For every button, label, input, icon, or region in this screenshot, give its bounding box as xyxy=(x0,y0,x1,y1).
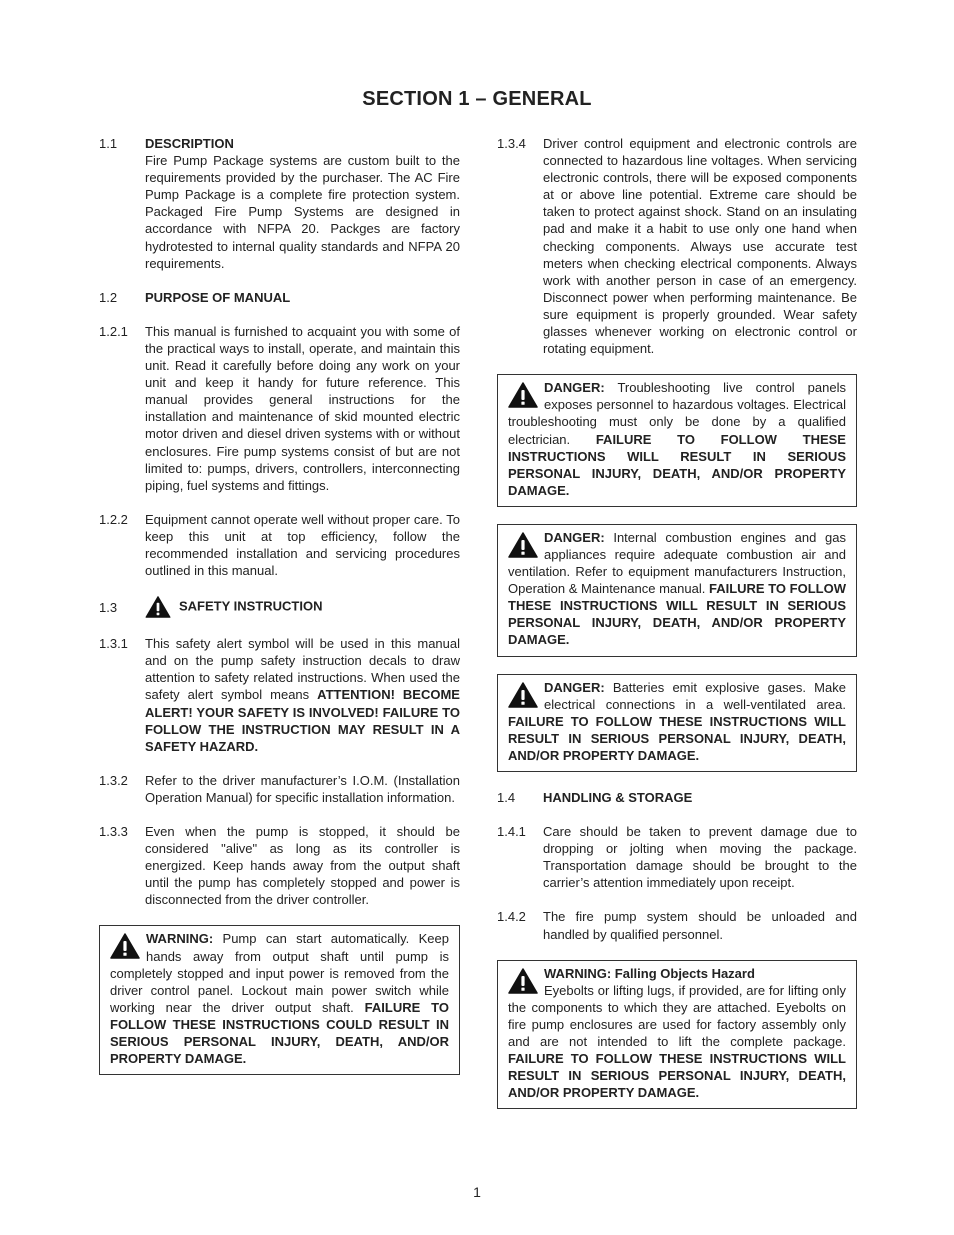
danger-box-combustion xyxy=(497,524,857,657)
page-number: 1 xyxy=(473,1184,481,1200)
section-heading: SAFETY INSTRUCTION xyxy=(179,598,323,614)
section-text: This safety alert symbol will be used in this manual and on the pump safety instruction decals to draw attention to safety related instructions. When used the safety alert symbol means xyxy=(145,636,460,703)
section-text: Fire Pump Package systems are custom built to the requirements provided by the purchaser. The AC Fire Pump Package is a complete fire protection system. Packaged Fire Pump Systems are designed in accordance with NFPA 20. Packges are factory hydrotested to internal quality standards and NFPA 20 requirements. xyxy=(145,153,460,271)
right-column xyxy=(497,135,857,1126)
section-number: 1.3 xyxy=(99,599,118,615)
section-number: 1.4.1 xyxy=(497,824,526,840)
section-1-2-1 xyxy=(99,323,460,494)
section-number: 1.4 xyxy=(497,790,516,805)
warning-label: WARNING: Falling Objects Hazard xyxy=(544,965,755,981)
section-text: The fire pump system should be unloaded and handled by qualified personnel. xyxy=(543,909,857,942)
left-column xyxy=(99,135,460,1092)
danger-box-batteries xyxy=(497,674,857,772)
danger-consequence: FAILURE TO FOLLOW THESE INSTRUCTIONS WILL RESULT IN SERIOUS PERSONAL INJURY, DEATH, AND/OR PROPERTY DAMAGE. xyxy=(508,713,846,763)
warning-text: Eyebolts or lifting lugs, if provided, are for lifting only the components to which they are attached. Eyebolts on fire pump enclosures are used for factory assembly only and are not intended to lift the complete package. xyxy=(508,982,846,1050)
section-1-4 xyxy=(497,789,857,806)
danger-consequence: FAILURE TO FOLLOW THESE INSTRUCTIONS WILL RESULT IN SERIOUS PERSONAL INJURY, DEATH, AND/OR PROPERTY DAMAGE. xyxy=(508,581,846,648)
section-1-3-2 xyxy=(99,772,460,806)
danger-label: DANGER: xyxy=(544,679,605,695)
danger-label: DANGER: xyxy=(544,380,605,396)
danger-text: Batteries emit explosive gases. Make electrical connections in a well-ventilated area. xyxy=(544,679,846,712)
section-number: 1.4.2 xyxy=(497,909,526,925)
warning-icon xyxy=(110,933,140,959)
danger-text: Troubleshooting live control panels exposes personnel to hazardous voltages. Electrical troubleshooting must only be done by a qualified electrician. xyxy=(508,380,846,447)
section-text: Care should be taken to prevent damage due to dropping or jolting when moving the package. Transportation damage should be brought to the carrier’s attention immediately upon receipt. xyxy=(543,824,857,891)
section-number: 1.2 xyxy=(99,289,118,305)
danger-label: DANGER: xyxy=(544,529,605,545)
section-1-2 xyxy=(99,289,460,306)
danger-icon xyxy=(508,682,538,708)
section-number: 1.3.3 xyxy=(99,824,128,839)
section-text: Even when the pump is stopped, it should be considered "alive" as long as its controller is energized. Keep hands away from the output shaft until the pump has completely stopped and power is disconnected from the driver controller. xyxy=(145,824,460,908)
section-1-4-1 xyxy=(497,823,857,891)
safety-alert-icon xyxy=(145,596,171,618)
danger-text: Internal combustion engines and gas appliances require adequate combustion air and ventilation. Refer to equipment manufacturers Instruction, Operation & Maintenance manual. xyxy=(508,529,846,597)
warning-consequence: FAILURE TO FOLLOW THESE INSTRUCTIONS COULD RESULT IN SERIOUS PERSONAL INJURY, DEATH, AND/OR PROPERTY DAMAGE. xyxy=(110,999,449,1067)
section-number: 1.2.2 xyxy=(99,511,128,527)
danger-icon xyxy=(508,532,538,558)
section-text: Refer to the driver manufacturer’s I.O.M. (Installation Operation Manual) for specific installation information. xyxy=(145,772,460,805)
section-1-2-2 xyxy=(99,511,460,579)
section-1-4-2 xyxy=(497,908,857,942)
warning-text: Pump can start automatically. Keep hands away from output shaft until pump is completely stopped and input power is removed from the driver control panel. Lockout main power switch while working near the driver output shaft. xyxy=(110,931,449,1015)
section-text: This manual is furnished to acquaint you with some of the practical ways to install, operate, and maintain this unit. Read it carefully before doing any work on your unit and keep it handy for future reference. This manual provides general instructions for the installation and maintenance of skid mounted electric motor driven and diesel driven systems with or without enclosures. Fire pump systems consist of but are not limited to: pumps, drivers, controllers, interconnecting piping, fuel systems and fittings. xyxy=(145,323,460,493)
section-1-3-1 xyxy=(99,635,460,755)
section-number: 1.2.1 xyxy=(99,323,128,339)
section-heading: DESCRIPTION xyxy=(145,136,234,151)
danger-box-live-panels xyxy=(497,374,857,507)
section-number: 1.3.2 xyxy=(99,772,128,788)
warning-box-auto-start xyxy=(99,925,460,1075)
section-number: 1.3.1 xyxy=(99,636,128,652)
section-heading: HANDLING & STORAGE xyxy=(543,790,693,805)
warning-box-falling-objects xyxy=(497,960,857,1110)
section-1-3 xyxy=(99,596,460,618)
warning-consequence: FAILURE TO FOLLOW THESE INSTRUCTIONS WILL RESULT IN SERIOUS PERSONAL INJURY, DEATH, AND/OR PROPERTY DAMAGE. xyxy=(508,1051,846,1101)
safety-emphasis: ATTENTION! BECOME ALERT! YOUR SAFETY IS INVOLVED! FAILURE TO FOLLOW THE INSTRUCTION MAY RESULT IN A SAFETY HAZARD. xyxy=(145,687,460,754)
danger-consequence: FAILURE TO FOLLOW THESE INSTRUCTIONS WILL RESULT IN SERIOUS PERSONAL INJURY, DEATH, AND/OR PROPERTY DAMAGE. xyxy=(508,431,846,498)
section-1-1 xyxy=(99,135,460,272)
section-1-3-3 xyxy=(99,823,460,908)
section-1-3-4 xyxy=(497,135,857,357)
section-text: Equipment cannot operate well without proper care. To keep this unit at top efficiency, follow the recommended installation and servicing procedures outlined in this manual. xyxy=(145,511,460,579)
danger-icon xyxy=(508,382,538,408)
warning-icon xyxy=(508,968,538,994)
section-text: Driver control equipment and electronic controls are connected to hazardous line voltages. When servicing electronic controls, there will be exposed components at or above line potential. Extreme care should be taken to protect against shock. Stand on an insulating pad and make it a habit to use only one hand when checking components. Always use accurate test meters when checking electrical components. Always work with another person in case of an emergency. Disconnect power when performing maintenance. Be sure equipment is properly grounded. Wear safety glasses whenever working on electronic control or rotating equipment. xyxy=(543,136,857,357)
warning-label: WARNING: xyxy=(146,931,214,947)
section-number: 1.3.4 xyxy=(497,136,526,151)
page-title: SECTION 1 – GENERAL xyxy=(362,88,592,110)
section-heading: PURPOSE OF MANUAL xyxy=(145,289,291,305)
section-number: 1.1 xyxy=(99,136,118,151)
